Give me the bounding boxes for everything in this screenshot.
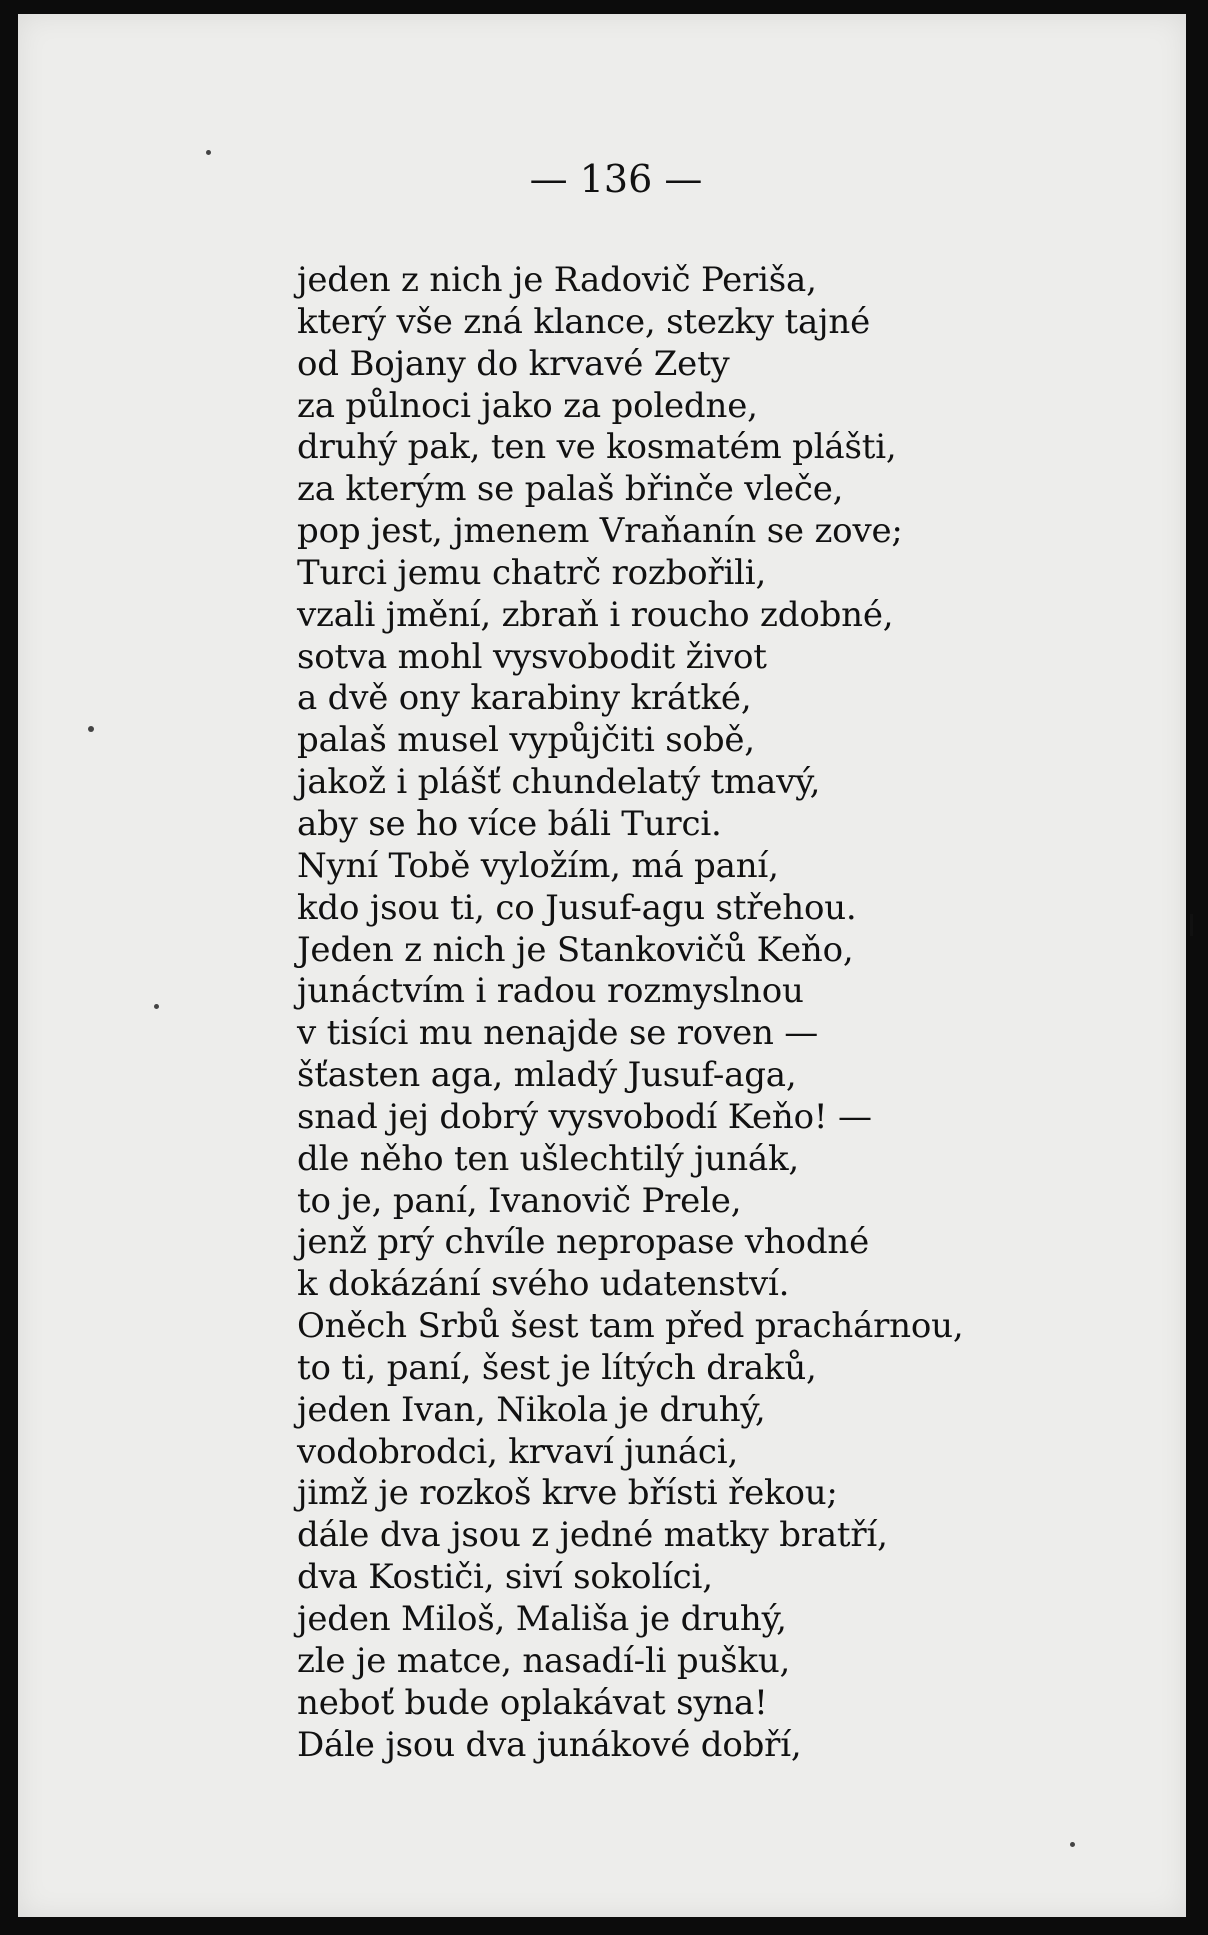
poem-line: vodobrodci, krvaví junáci, — [297, 1431, 739, 1472]
poem-line: dva Kostiči, siví sokolíci, — [297, 1557, 713, 1598]
poem-line: který vše zná klance, stezky tajné — [297, 301, 871, 342]
margin-mark — [1190, 914, 1193, 936]
poem-line: za kterým se palaš břinče vleče, — [297, 469, 844, 510]
poem-line: pop jest, jmenem Vraňanín se zove; — [297, 511, 903, 552]
ink-speck — [206, 150, 211, 155]
ink-speck — [1070, 1842, 1075, 1847]
poem-line: palaš musel vypůjčiti sobě, — [297, 720, 755, 761]
poem-line: jeden Ivan, Nikola je druhý, — [297, 1389, 766, 1430]
poem-line: to ti, paní, šest je lítých draků, — [297, 1347, 817, 1388]
poem-line: od Bojany do krvavé Zety — [297, 343, 730, 384]
poem-line: dále dva jsou z jedné matky bratří, — [297, 1515, 888, 1556]
poem-text — [297, 260, 963, 1766]
poem-line: Oněch Srbů šest tam před prachárnou, — [297, 1306, 964, 1347]
poem-line: dle něho ten ušlechtilý junák, — [297, 1138, 799, 1179]
poem-line: Nyní Tobě vyložím, má paní, — [297, 845, 779, 886]
poem-line: aby se ho více báli Turci. — [297, 803, 722, 844]
poem-line: jeden z nich je Radovič Periša, — [297, 260, 817, 300]
poem-line: neboť bude oplakávat syna! — [297, 1682, 768, 1723]
poem-line: jeden Miloš, Mališa je druhý, — [297, 1599, 787, 1639]
poem-line: jimž je rozkoš krve břísti řekou; — [297, 1473, 838, 1514]
poem-line: Dále jsou dva junákové dobří, — [297, 1724, 802, 1765]
poem-line: kdo jsou ti, co Jusuf-agu střehou. — [297, 887, 857, 928]
poem-line: vzali jmění, zbraň i roucho zdobné, — [297, 594, 894, 635]
poem-line: Turci jemu chatrč rozbořili, — [297, 552, 767, 593]
poem-line: junáctvím i radou rozmyslnou — [297, 971, 804, 1012]
poem-line: jakož i plášť chundelatý tmavý, — [297, 762, 821, 803]
poem-line: zle je matce, nasadí-li pušku, — [297, 1640, 791, 1681]
poem-line: to je, paní, Ivanovič Prele, — [297, 1180, 742, 1221]
poem-line: Jeden z nich je Stankovičů Keňo, — [297, 929, 854, 970]
poem-line: šťasten aga, mladý Jusuf-aga, — [297, 1055, 797, 1096]
ink-speck — [88, 726, 94, 732]
poem-line: druhý pak, ten ve kosmatém plášti, — [297, 427, 897, 468]
poem-line: a dvě ony karabiny krátké, — [297, 678, 752, 719]
page-number: — 136 — — [529, 157, 703, 201]
poem-line: v tisíci mu nenajde se roven — — [297, 1013, 819, 1054]
poem-line: za půlnoci jako za poledne, — [297, 385, 758, 426]
poem-line: snad jej dobrý vysvobodí Keňo! — — [297, 1096, 872, 1137]
ink-speck — [154, 1004, 159, 1009]
poem-line: sotva mohl vysvobodit život — [297, 636, 767, 677]
poem-line: k dokázání svého udatenství. — [297, 1264, 790, 1305]
poem-line: jenž prý chvíle nepropase vhodné — [297, 1222, 870, 1263]
